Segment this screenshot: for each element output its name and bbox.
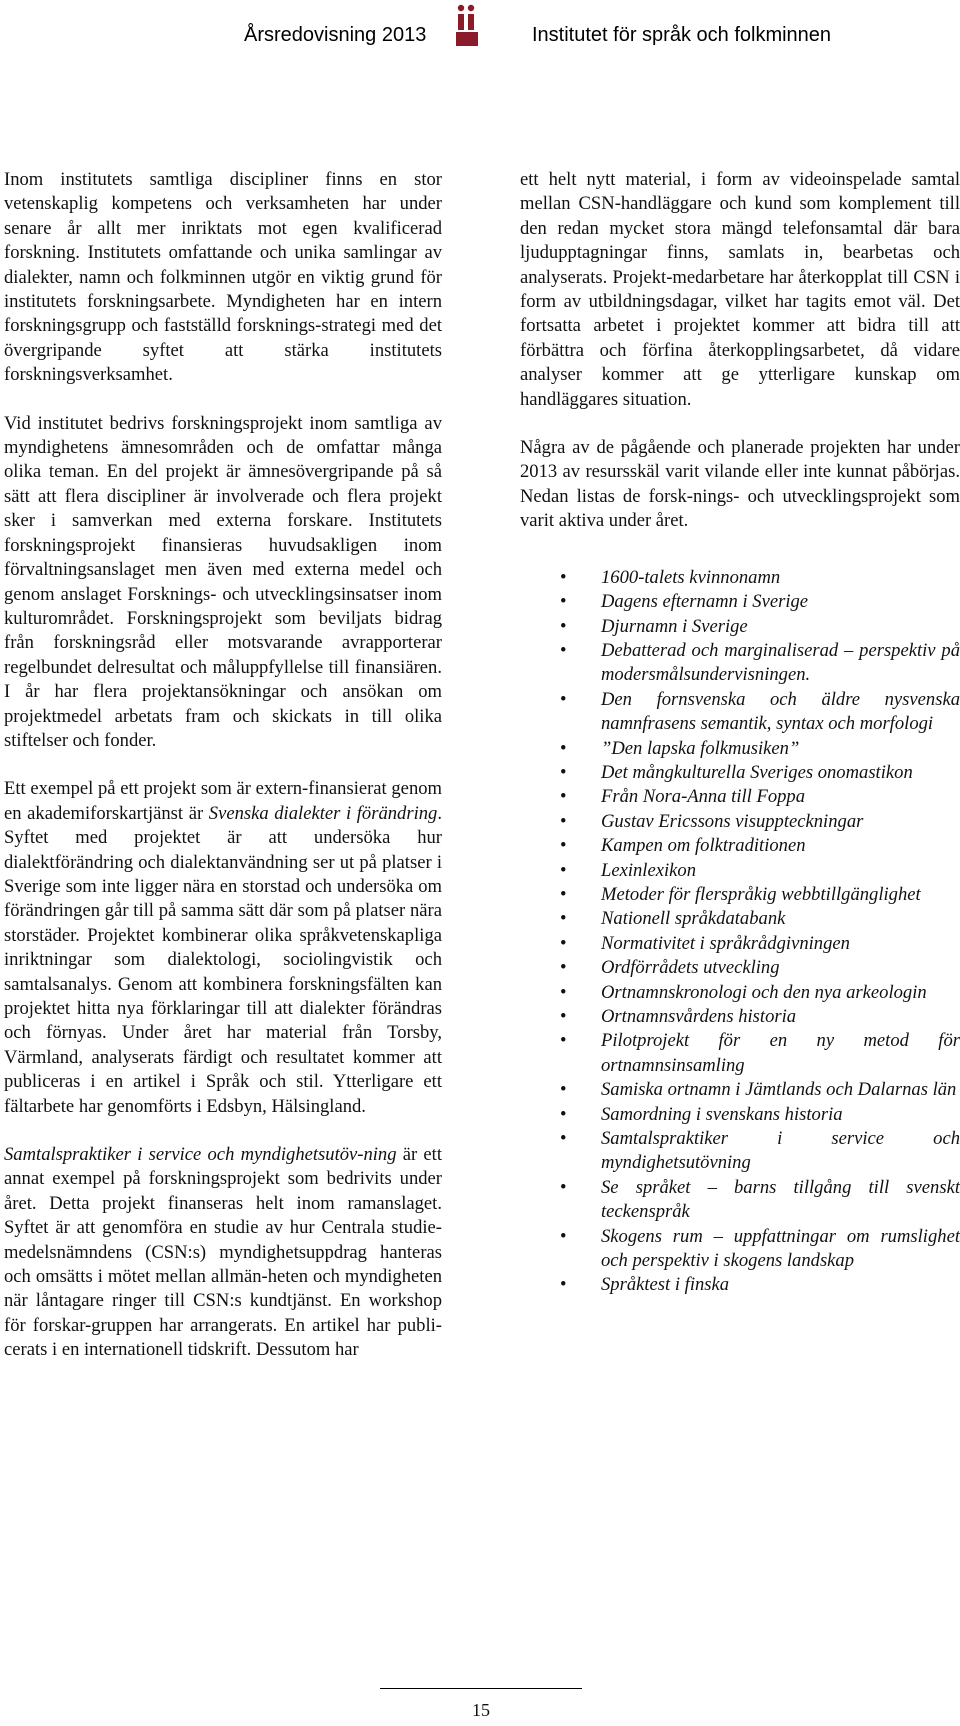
list-item bbox=[520, 688, 960, 737]
right-column bbox=[520, 168, 960, 1298]
bullet-icon: • bbox=[560, 737, 567, 759]
list-item bbox=[520, 639, 960, 688]
bullet-icon: • bbox=[560, 1176, 567, 1198]
project-name: Ortnamnsvårdens historia bbox=[601, 1006, 797, 1027]
list-item bbox=[520, 1127, 960, 1176]
project-name: Den fornsvenska och äldre nysvenska namnfrasens semantik, syntax och morfologi bbox=[601, 688, 960, 735]
list-item bbox=[520, 615, 960, 639]
institute-logo-icon bbox=[456, 4, 478, 48]
bullet-icon: • bbox=[560, 566, 567, 588]
project-title: Samtalspraktiker i service och myndighetsutöv-ning bbox=[4, 1144, 397, 1166]
paragraph-project-status: Några av de pågående och planerade projekten har under 2013 av resursskäl varit vilande eller inte kunnat påbörjas. Nedan listas de forsk-nings- och utvecklingsprojekt som varit aktiva under året. bbox=[520, 437, 960, 532]
project-name: Djurnamn i Sverige bbox=[601, 615, 748, 637]
list-item bbox=[520, 834, 960, 858]
list-item bbox=[520, 1005, 960, 1029]
bullet-icon: • bbox=[560, 957, 567, 979]
project-name: Samordning i svenskans historia bbox=[601, 1103, 843, 1125]
bullet-icon: • bbox=[560, 981, 567, 1003]
project-name: Nationell språkdatabank bbox=[601, 908, 786, 930]
project-name: Metoder för flerspråkig webbtillgänglighet bbox=[601, 883, 921, 905]
bullet-icon: • bbox=[560, 859, 567, 881]
list-item bbox=[520, 1176, 960, 1225]
bullet-icon: • bbox=[560, 1079, 567, 1101]
list-item bbox=[520, 981, 960, 1005]
paragraph-text: . Syftet med projektet är att undersöka hur dialektförändring och dialektanvändning ser ut på platser i Sverige som inte ligger nära en storstad och undersöka om förändringen går till på samma sätt där som på platser nära storstäder. Projektet kombinerar olika språkvetenskapliga inriktningar som dialektologi, sociolingvistik och samtalsanalys. Genom att kombinera forskningsfälten kan projektet hitta nya förklaringar till att dialekter förändras och förnyas. Under året har material från Torsby, Värmland, analyserats färdigt och resultatet kommer att publiceras i en artikel i Språk och stil. Ytterligare ett fältarbete har genomförts i Edsbyn, Hälsingland. bbox=[4, 802, 442, 1117]
bullet-icon: • bbox=[560, 1274, 567, 1296]
project-name: Dagens efternamn i Sverige bbox=[601, 591, 809, 613]
project-name: Det mångkulturella Sveriges onomastikon bbox=[601, 761, 913, 783]
list-item bbox=[520, 590, 960, 614]
project-name: Se språket – barns tillgång till svenskt teckenspråk bbox=[601, 1176, 960, 1223]
report-title: Årsredovisning 2013 bbox=[244, 24, 427, 46]
paragraph-text: Ett exempel på ett projekt som är extern-finansierat genom en akademiforskartjänst är bbox=[4, 778, 442, 824]
list-item bbox=[520, 810, 960, 834]
list-item bbox=[520, 1078, 960, 1102]
bullet-icon: • bbox=[560, 1225, 567, 1247]
project-name: Kampen om folktraditionen bbox=[601, 835, 806, 857]
list-item bbox=[520, 932, 960, 956]
page-number: 15 bbox=[472, 1700, 490, 1720]
paragraph-conversation-project bbox=[4, 1143, 442, 1363]
list-item bbox=[520, 1103, 960, 1127]
list-item bbox=[520, 1225, 960, 1274]
bullet-icon: • bbox=[560, 883, 567, 905]
bullet-icon: • bbox=[560, 835, 567, 857]
project-name: Debatterad och marginaliserad – perspektiv på modersmålsundervisningen. bbox=[601, 639, 960, 686]
paragraph-video-material: ett helt nytt material, i form av videoinspelade samtal mellan CSN-handläggare och kund som komplement till den redan mycket stora mängd telefonsamtal där bara ljudupptagningar finns, samlats in, bearbetas och analyserats. Projekt-medarbetare har återkopplat till CSN i form av utbildningsdagar, vilket har tagits emot väl. Det fortsatta arbetet i projektet kommer att bidra till att förbättra och förfina återkopplingsarbetet, då vidare analyser kommer att ge ytterligare kunskap om handläggares situation. bbox=[520, 169, 960, 410]
paragraph-dialect-project bbox=[4, 777, 442, 1119]
footer-divider bbox=[380, 1688, 582, 1689]
project-name: Gustav Ericssons visuppteckningar bbox=[601, 810, 864, 832]
list-item bbox=[520, 1273, 960, 1297]
list-item bbox=[520, 761, 960, 785]
paragraph-text: är ett annat exempel på forskningsprojekt som bedrivits under året. Detta projekt finanseras helt inom ramanslaget. Syftet är att genomföra en studie av hur Centrala studie-medelsnämndens (CSN:s) myndighetsuppdrag hanteras och omsätts i mötet mellan allmän-heten och myndigheten när låntagare ringer till CSN:s kundtjänst. En workshop för forskar-gruppen har arrangerats. En artikel har publi-cerats i en internationell tidskrift. Dessutom har bbox=[4, 1144, 442, 1361]
left-column bbox=[4, 168, 442, 1387]
bullet-icon: • bbox=[560, 761, 567, 783]
project-name: Samtalspraktiker i service och myndighetsutövning bbox=[601, 1128, 960, 1174]
project-name: Från Nora-Anna till Foppa bbox=[601, 786, 806, 808]
project-name: Ordförrådets utveckling bbox=[601, 957, 780, 979]
institute-name: Institutet för språk och folkminnen bbox=[532, 24, 832, 46]
bullet-icon: • bbox=[560, 615, 567, 637]
project-name: 1600-talets kvinnonamn bbox=[601, 566, 781, 588]
bullet-icon: • bbox=[560, 1006, 567, 1027]
bullet-icon: • bbox=[560, 908, 567, 930]
list-item bbox=[520, 737, 960, 761]
project-name: Pilotprojekt för en ny metod för ortnamnsinsamling bbox=[601, 1030, 960, 1076]
project-name: Lexinlexikon bbox=[601, 859, 696, 881]
bullet-icon: • bbox=[560, 1128, 567, 1150]
bullet-icon: • bbox=[560, 591, 567, 613]
paragraph-research-projects: Vid institutet bedrivs forskningsprojekt inom samtliga av myndighetens ämnesområden och de omfattar många olika teman. En del projekt är ämnesövergripande på så sätt att flera discipliner är involverade och flera projekt sker i samverkan med externa forskare. Institutets forskningsprojekt finansieras huvudsakligen inom förvaltningsanslaget men även med externa medel och genom anslaget Forsknings- och utvecklingsinsatser inom kulturområdet. Forskningsprojekt som beviljats bidrag från forskningsråd eller motsvarande avrapporterar regelbundet delresultat och måluppfyllelse till finansiären. I år har flera projektansökningar och ansökan om projektmedel arbetats fram och skickats in till olika stiftelser och fonder. bbox=[4, 412, 442, 751]
bullet-icon: • bbox=[560, 786, 567, 808]
bullet-icon: • bbox=[560, 810, 567, 832]
project-name: Språktest i finska bbox=[601, 1274, 730, 1296]
list-item bbox=[520, 566, 960, 590]
list-item bbox=[520, 785, 960, 809]
list-item bbox=[520, 1029, 960, 1078]
page-header bbox=[0, 0, 960, 80]
bullet-icon: • bbox=[560, 932, 567, 954]
list-item bbox=[520, 883, 960, 907]
project-name: Normativitet i språkrådgivningen bbox=[601, 932, 850, 954]
project-title: Svenska dialekter i förändring bbox=[208, 802, 438, 824]
list-item bbox=[520, 956, 960, 980]
list-item bbox=[520, 907, 960, 931]
project-name: Samiska ortnamn i Jämtlands och Dalarnas län bbox=[601, 1079, 957, 1101]
bullet-icon: • bbox=[560, 688, 567, 710]
project-list bbox=[520, 566, 960, 1298]
project-name: Ortnamnskronologi och den nya arkeologin bbox=[601, 981, 927, 1003]
project-name: ”Den lapska folkmusiken” bbox=[601, 737, 800, 759]
project-name: Skogens rum – uppfattningar om rumslighet och perspektiv i skogens landskap bbox=[601, 1225, 960, 1272]
bullet-icon: • bbox=[560, 639, 567, 661]
list-item bbox=[520, 859, 960, 883]
bullet-icon: • bbox=[560, 1103, 567, 1125]
paragraph-research-competence: Inom institutets samtliga discipliner finns en stor vetenskaplig kompetens och verksamheten har under senare år allt mer inriktats mot egen kvalificerad forskning. Institutets omfattande och unika samlingar av dialekter, namn och folkminnen utgör en viktig grund för institutets forskningsarbete. Myndigheten har en intern forskningsgrupp och fastställd forsknings-strategi med det övergripande syftet att stärka institutets forskningsverksamhet. bbox=[4, 169, 442, 386]
bullet-icon: • bbox=[560, 1030, 567, 1052]
